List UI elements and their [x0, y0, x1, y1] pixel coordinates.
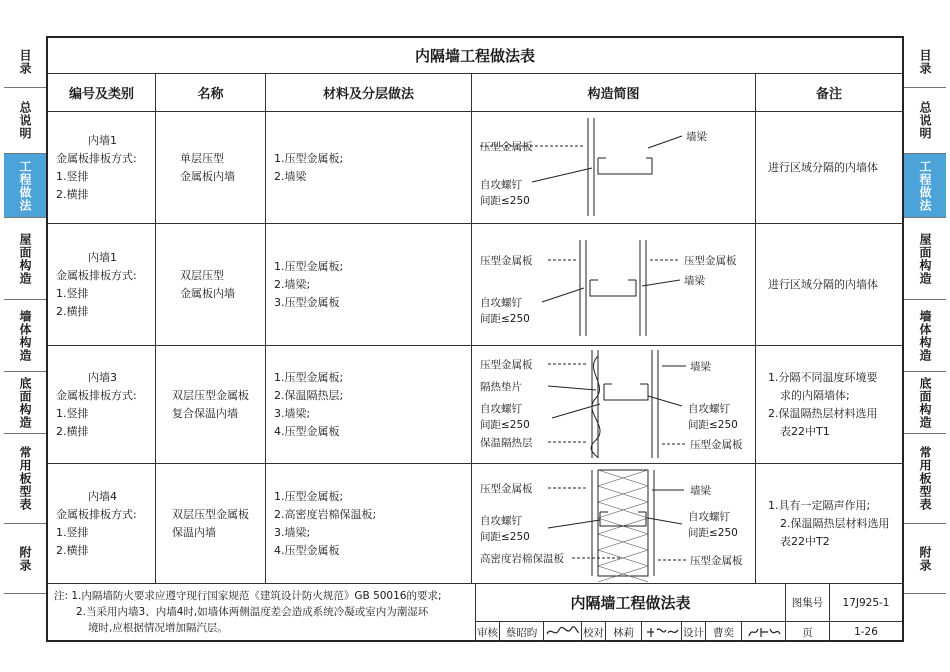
cell-code: [48, 346, 156, 464]
text-line: 1.压型金属板;: [274, 152, 344, 165]
note-line: 注: 1.内隔墙防火要求应遵守现行国家规范《建筑设计防火规范》GB 50016的要求;: [54, 590, 442, 602]
text-line: 内墙1: [88, 134, 117, 147]
text-line: 进行区域分隔的内墙体: [768, 278, 878, 291]
side-tab[interactable]: [904, 300, 946, 372]
text-line: 3.压型金属板: [274, 296, 340, 309]
diagram-label: 自攻螺钉: [688, 403, 730, 415]
cell-note: [756, 224, 902, 346]
checker-name: 林莉: [606, 622, 642, 642]
side-tab-label: 常用板型表: [18, 446, 32, 511]
header-note: 备注: [756, 74, 902, 112]
text-line: 2.横排: [56, 188, 89, 201]
side-tab-label: 总说明: [18, 101, 32, 140]
diagram-label: 压型金属板: [480, 359, 533, 371]
side-tab[interactable]: [904, 218, 946, 300]
side-tab-label: 工程做法: [18, 159, 32, 212]
side-tab[interactable]: [904, 36, 946, 88]
cell-name: [156, 346, 266, 464]
cell-layers: [266, 112, 472, 224]
diagram-label: 自攻螺钉: [480, 515, 522, 527]
cell-code: [48, 224, 156, 346]
cell-note: [756, 112, 902, 224]
text-line: 1.竖排: [56, 170, 89, 183]
diagram-label: 压型金属板: [480, 141, 533, 153]
text-line: 内墙1: [88, 251, 117, 264]
text-line: 4.压型金属板: [274, 425, 340, 438]
diagram-label: 保温隔热层: [480, 437, 533, 449]
side-tab-label: 附录: [18, 545, 32, 572]
section-drawing: [472, 464, 754, 583]
diagram-label: 压型金属板: [684, 255, 737, 267]
diagram-label: 墙梁: [690, 485, 711, 497]
cell-note: [756, 346, 902, 464]
side-tab-label: 常用板型表: [918, 446, 932, 511]
cell-diagram: [472, 464, 756, 584]
header-code: 编号及类别: [48, 74, 156, 112]
text-line: 单层压型: [180, 152, 224, 165]
text-line: 双层压型: [180, 269, 224, 282]
designer-name: 曹奕: [706, 622, 742, 642]
text-line: 2.保温隔热层;: [274, 389, 344, 402]
text-line: 1.具有一定隔声作用;: [768, 499, 871, 512]
cell-diagram: [472, 346, 756, 464]
diagram-label: 间距≤250: [480, 531, 530, 543]
atlas-label: 图集号: [786, 584, 830, 622]
side-tab-label: 屋面构造: [918, 232, 932, 285]
text-line: 2.保温隔热层材料选用: [768, 407, 878, 420]
cell-note: [756, 464, 902, 584]
side-tab[interactable]: [4, 88, 46, 154]
diagram-label: 压型金属板: [690, 439, 743, 451]
text-line: 1.压型金属板;: [274, 490, 344, 503]
cell-code: [48, 112, 156, 224]
diagram-label: 压型金属板: [690, 555, 743, 567]
cell-name: [156, 224, 266, 346]
side-tab[interactable]: [4, 372, 46, 434]
side-tab[interactable]: [904, 372, 946, 434]
reviewer-signature: [544, 622, 582, 642]
section-drawing: [472, 346, 754, 463]
design-label: 设计: [682, 622, 706, 642]
side-tab[interactable]: [904, 154, 946, 218]
text-line: 4.压型金属板: [274, 544, 340, 557]
text-line: 2.墙梁;: [274, 278, 311, 291]
designer-signature: [742, 622, 786, 642]
text-line: 复合保温内墙: [172, 407, 238, 420]
text-line: 1.压型金属板;: [274, 371, 344, 384]
page-number: 1-26: [854, 626, 878, 638]
text-line: 内墙4: [88, 490, 117, 503]
notes-block: [48, 584, 476, 642]
text-line: 1.竖排: [56, 287, 89, 300]
header-name: 名称: [156, 74, 266, 112]
cell-layers: [266, 346, 472, 464]
text-line: 金属板排板方式:: [56, 152, 137, 165]
page-label: 页: [786, 622, 830, 642]
side-tab-label: 墙体构造: [18, 309, 32, 362]
reviewer-name: 蔡昭昀: [500, 622, 544, 642]
checker-signature: [642, 622, 682, 642]
side-tab-label: 目录: [18, 48, 32, 75]
diagram-label: 压型金属板: [480, 255, 533, 267]
diagram-label: 自攻螺钉: [688, 511, 730, 523]
cell-code: [48, 464, 156, 584]
diagram-label: 间距≤250: [688, 527, 738, 539]
side-tab-label: 附录: [918, 545, 932, 572]
text-line: 金属板排板方式:: [56, 269, 137, 282]
check-label: 校对: [582, 622, 606, 642]
text-line: 2.高密度岩棉保温板;: [274, 508, 377, 521]
note-line: 境时,应根据情况增加隔汽层。: [88, 622, 228, 634]
text-line: 进行区域分隔的内墙体: [768, 161, 878, 174]
text-line: 2.墙梁: [274, 170, 307, 183]
side-tab[interactable]: [4, 36, 46, 88]
text-line: 保温内墙: [172, 526, 216, 539]
cell-name: [156, 112, 266, 224]
text-line: 2.横排: [56, 305, 89, 318]
text-line: 双层压型金属板: [172, 508, 249, 521]
side-tab-label: 总说明: [918, 101, 932, 140]
side-tab[interactable]: [4, 524, 46, 594]
text-line: 2.横排: [56, 544, 89, 557]
text-line: 金属板内墙: [180, 170, 235, 183]
side-tab[interactable]: [904, 524, 946, 594]
drawing-title: 内隔墙工程做法表: [476, 584, 786, 622]
side-tab[interactable]: [904, 434, 946, 524]
side-tab[interactable]: [4, 434, 46, 524]
diagram-label: 压型金属板: [480, 483, 533, 495]
text-line: 2.保温隔热层材料选用: [780, 517, 890, 530]
text-line: 表22中T1: [780, 425, 830, 438]
header-diagram: 构造简图: [472, 74, 756, 112]
cell-layers: [266, 464, 472, 584]
text-line: 1.竖排: [56, 526, 89, 539]
section-drawing: [472, 112, 754, 223]
text-line: 1.分隔不同温度环境要: [768, 371, 878, 384]
text-line: 内墙3: [88, 371, 117, 384]
text-line: 金属板内墙: [180, 287, 235, 300]
text-line: 金属板排板方式:: [56, 508, 137, 521]
diagram-label: 墙梁: [686, 131, 707, 143]
text-line: 双层压型金属板: [172, 389, 249, 402]
diagram-label: 墙梁: [690, 361, 711, 373]
cell-diagram: [472, 112, 756, 224]
side-tab[interactable]: [904, 88, 946, 154]
diagram-label: 间距≤250: [480, 195, 530, 207]
side-tab-label: 底面构造: [918, 376, 932, 429]
section-drawing: [472, 224, 754, 345]
left-side-nav: [4, 36, 46, 628]
note-line: 2.当采用内墙3、内墙4时,如墙体两侧温度差会造成系统冷凝或室内为潮湿环: [76, 606, 429, 618]
diagram-label: 高密度岩棉保温板: [480, 553, 564, 565]
diagram-label: 隔热垫片: [480, 381, 522, 393]
cell-diagram: [472, 224, 756, 346]
diagram-label: 自攻螺钉: [480, 403, 522, 415]
diagram-label: 间距≤250: [688, 419, 738, 431]
text-line: 2.横排: [56, 425, 89, 438]
text-line: 3.墙梁;: [274, 526, 311, 539]
side-tab[interactable]: [4, 300, 46, 372]
text-line: 金属板排板方式:: [56, 389, 137, 402]
side-tab-label: 工程做法: [918, 159, 932, 212]
side-tab-label: 目录: [918, 48, 932, 75]
atlas-number: 17J925-1: [830, 584, 902, 622]
header-layers: 材料及分层做法: [266, 74, 472, 112]
text-line: 表22中T2: [780, 535, 830, 548]
cell-layers: [266, 224, 472, 346]
side-tab-label: 屋面构造: [18, 232, 32, 285]
diagram-label: 间距≤250: [480, 419, 530, 431]
cell-name: [156, 464, 266, 584]
diagram-label: 自攻螺钉: [480, 297, 522, 309]
diagram-label: 自攻螺钉: [480, 179, 522, 191]
side-tab-label: 底面构造: [18, 376, 32, 429]
table-title: 内隔墙工程做法表: [48, 38, 902, 74]
text-line: 求的内隔墙体;: [780, 389, 850, 402]
text-line: 1.压型金属板;: [274, 260, 344, 273]
text-line: 3.墙梁;: [274, 407, 311, 420]
review-label: 审核: [476, 622, 500, 642]
text-line: 1.竖排: [56, 407, 89, 420]
diagram-label: 墙梁: [684, 275, 705, 287]
right-side-nav: [904, 36, 946, 628]
drawing-sheet: [46, 36, 904, 642]
side-tab-label: 墙体构造: [918, 309, 932, 362]
side-tab[interactable]: [4, 154, 46, 218]
side-tab[interactable]: [4, 218, 46, 300]
diagram-label: 间距≤250: [480, 313, 530, 325]
